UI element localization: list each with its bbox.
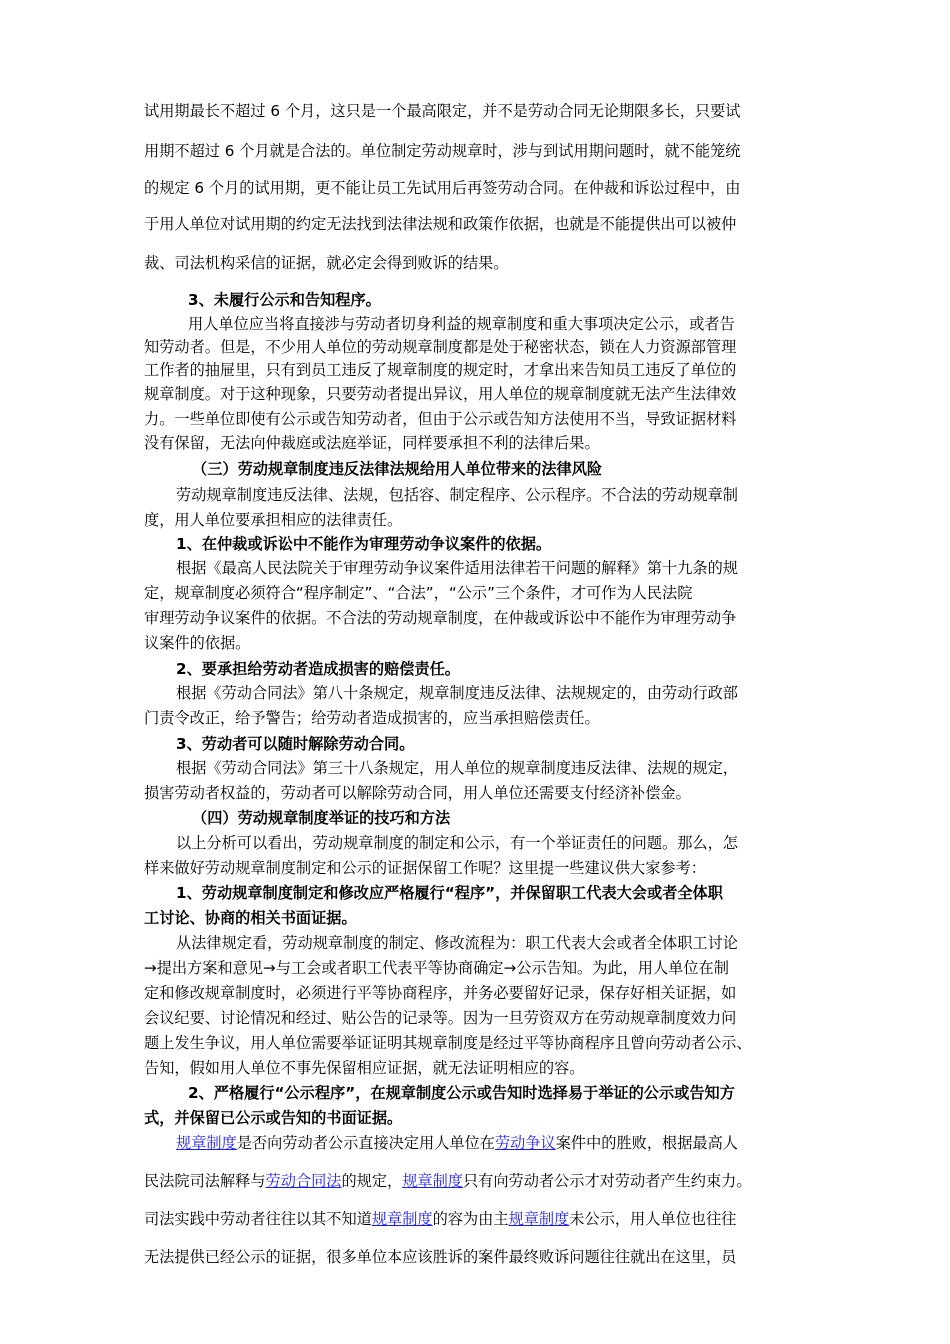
text-line bbox=[144, 1208, 736, 1229]
link-rules[interactable]: 规章制度 bbox=[508, 1210, 570, 1228]
text-line: 没有保留，无法向仲裁庭或法庭举证，同样要承担不利的法律后果。 bbox=[144, 434, 600, 452]
heading-text: 1、在仲裁或诉讼中不能作为审理劳动争议案件的依据。 bbox=[176, 535, 552, 553]
text-line: 题上发生争议，用人单位需要举证证明其规章制度是经过平等协商程序且曾向劳动者公示、 bbox=[144, 1034, 752, 1052]
text-line: 知劳动者。但是，不少用人单位的劳动规章制度都是处于秘密状态，锁在人力资源部管理 bbox=[144, 338, 737, 356]
text-line: 会议纪要、讨论情况和经过、贴公告的记录等。因为一旦劳资双方在劳动规章制度效力问 bbox=[144, 1009, 737, 1027]
text-fragment: 司法实践中劳动者往往以其不知道 bbox=[144, 1210, 372, 1228]
text-line: 用期不超过 6 个月就是合法的。单位制定劳动规章时，涉与到试用期问题时，就不能笼统 bbox=[144, 142, 741, 160]
text-line: 样来做好劳动规章制度制定和公示的证据保留工作呢？这里提一些建议供大家参考： bbox=[144, 859, 706, 877]
text-line: 从法律规定看，劳动规章制度的制定、修改流程为：职工代表大会或者全体职工讨论 bbox=[176, 934, 738, 952]
heading-text: （四）劳动规章制度举证的技巧和方法 bbox=[192, 809, 451, 827]
text-line: 工作者的抽屉里，只有到员工违反了规章制度的规定时，才拿出来告知员工违反了单位的 bbox=[144, 361, 737, 379]
text-line: 议案件的依据。 bbox=[144, 634, 251, 652]
text-line: 式，并保留已公示或告知的书面证据。 bbox=[144, 1109, 403, 1127]
text-line: 的规定 6 个月的试用期，更不能让员工先试用后再签劳动合同。在仲裁和诉讼过程中，由 bbox=[144, 179, 741, 197]
link-labor-dispute[interactable]: 劳动争议 bbox=[494, 1134, 556, 1152]
text-line: 以上分析可以看出，劳动规章制度的制定和公示，有一个举证责任的问题。那么，怎 bbox=[176, 834, 738, 852]
text-line: 根据《最高人民法院关于审理劳动争议案件适用法律若干问题的解释》第十九条的规 bbox=[176, 559, 738, 577]
text-line: 审理劳动争议案件的依据。不合法的劳动规章制度，在仲裁或诉讼中不能作为审理劳动争 bbox=[144, 609, 737, 627]
heading-text: 3、未履行公示和告知程序。 bbox=[188, 291, 381, 309]
text-line: 劳动规章制度违反法律、法规，包括容、制定程序、公示程序。不合法的劳动规章制 bbox=[176, 486, 738, 504]
text-line: 告知，假如用人单位不事先保留相应证据，就无法证明相应的容。 bbox=[144, 1059, 585, 1077]
text-fragment: 民法院司法解释与 bbox=[144, 1172, 266, 1190]
text-fragment: 的规定， bbox=[341, 1172, 403, 1190]
text-line: 规章制度。对于这种现象，只要劳动者提出异议，用人单位的规章制度就无法产生法律效 bbox=[144, 385, 737, 403]
heading-text: 3、劳动者可以随时解除劳动合同。 bbox=[176, 735, 415, 753]
text-fragment: 案件中的胜败，根据最高人 bbox=[555, 1134, 738, 1152]
text-line: 用人单位应当将直接涉与劳动者切身利益的规章制度和重大事项决定公示，或者告 bbox=[188, 315, 735, 333]
text-fragment: 未公示，用人单位也往往 bbox=[569, 1210, 737, 1228]
text-line: 2、严格履行“公示程序”，在规章制度公示或告知时选择易于举证的公示或告知方 bbox=[188, 1084, 735, 1102]
heading-text: （三）劳动规章制度违反法律法规给用人单位带来的法律风险 bbox=[192, 460, 603, 478]
text-line: 根据《劳动合同法》第三十八条规定，用人单位的规章制度违反法律、法规的规定， bbox=[176, 759, 738, 777]
text-line: 于用人单位对试用期的约定无法找到法律法规和政策作依据，也就是不能提供出可以被仲 bbox=[144, 215, 737, 233]
text-line: 根据《劳动合同法》第八十条规定，规章制度违反法律、法规规定的，由劳动行政部 bbox=[176, 684, 738, 702]
text-line: →提出方案和意见→与工会或者职工代表平等协商确定→公示告知。为此，用人单位在制 bbox=[144, 959, 729, 977]
text-line: 门责令改正，给予警告；给劳动者造成损害的，应当承担赔偿责任。 bbox=[144, 709, 600, 727]
text-line: 定，规章制度必须符合“程序制定”、“合法”，“公示”三个条件，才可作为人民法院 bbox=[144, 584, 693, 602]
link-rules[interactable]: 规章制度 bbox=[371, 1210, 433, 1228]
text-line: 力。一些单位即使有公示或告知劳动者，但由于公示或告知方法使用不当，导致证据材料 bbox=[144, 410, 737, 428]
link-rules[interactable]: 规章制度 bbox=[402, 1172, 463, 1190]
text-line bbox=[144, 1170, 752, 1191]
text-line: 定和修改规章制度时，必须进行平等协商程序，并务必要留好记录，保存好相关证据，如 bbox=[144, 984, 737, 1002]
text-fragment: 只有向劳动者公示才对劳动者产生约束力。 bbox=[462, 1172, 752, 1190]
heading-text: 2、要承担给劳动者造成损害的赔偿责任。 bbox=[176, 660, 460, 678]
link-labor-contract-law[interactable]: 劳动合同法 bbox=[265, 1172, 342, 1190]
text-line bbox=[176, 1132, 738, 1153]
text-line: 工讨论、协商的相关书面证据。 bbox=[144, 909, 357, 927]
text-line: 试用期最长不超过 6 个月，这只是一个最高限定，并不是劳动合同无论期限多长，只要试 bbox=[144, 102, 741, 120]
text-line: 裁、司法机构采信的证据，就必定会得到败诉的结果。 bbox=[144, 254, 509, 272]
text-line: 度，用人单位要承担相应的法律责任。 bbox=[144, 511, 403, 529]
link-rules[interactable]: 规章制度 bbox=[176, 1134, 237, 1152]
text-fragment: 的容为由主 bbox=[432, 1210, 509, 1228]
text-line: 无法提供已经公示的证据，很多单位本应该胜诉的案件最终败诉问题往往就出在这里，员 bbox=[144, 1248, 737, 1266]
text-fragment: 是否向劳动者公示直接决定用人单位在 bbox=[236, 1134, 495, 1152]
text-line: 1、劳动规章制度制定和修改应严格履行“程序”，并保留职工代表大会或者全体职 bbox=[176, 884, 723, 902]
text-line: 损害劳动者权益的，劳动者可以解除劳动合同，用人单位还需要支付经济补偿金。 bbox=[144, 784, 691, 802]
